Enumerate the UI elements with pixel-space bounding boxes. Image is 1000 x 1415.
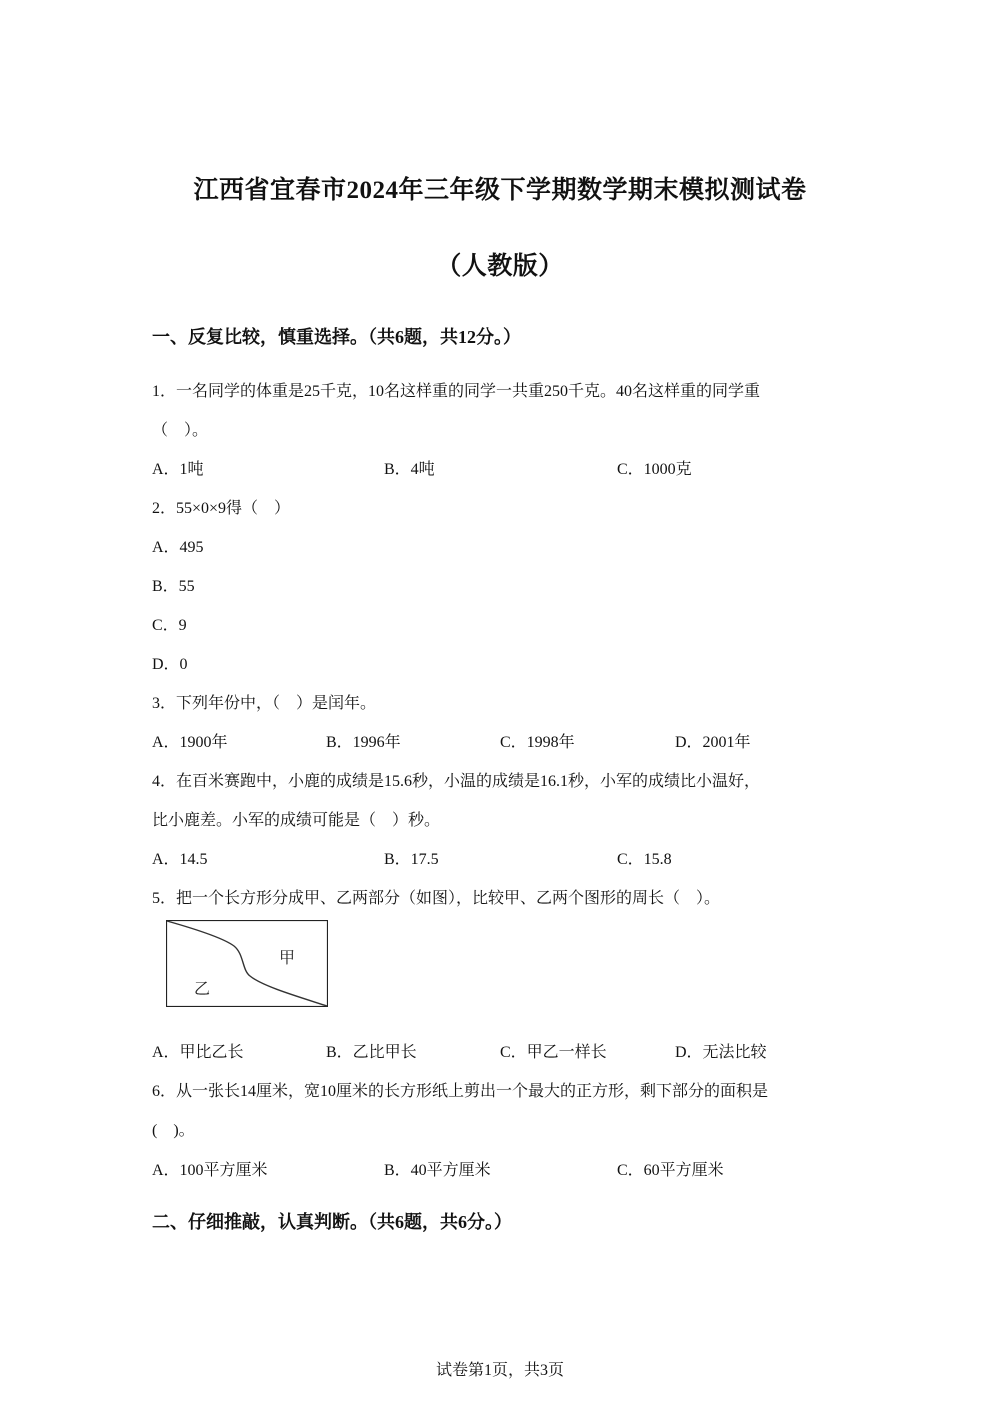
q5-option-a: A．甲比乙长 [152, 1044, 244, 1061]
exam-subtitle: （人教版） [436, 253, 564, 280]
section-2-heading: 二、仔细推敲，认真判断。（共6题，共6分。） [152, 1212, 512, 1232]
q5-rectangle-figure [166, 920, 328, 1007]
q3-option-d: D．2001年 [675, 734, 751, 751]
q2-stem: 2．55×0×9得（ ） [152, 500, 291, 517]
q5-option-c: C．甲乙一样长 [500, 1044, 607, 1061]
exam-title: 江西省宜春市2024年三年级下学期数学期末模拟测试卷 [193, 177, 807, 204]
q5-label-yi: 乙 [194, 979, 211, 998]
q6-stem-line2: ( )。 [152, 1122, 195, 1139]
section-1-heading: 一、反复比较，慎重选择。（共6题，共12分。） [152, 327, 521, 347]
q6-option-b: B．40平方厘米 [384, 1162, 491, 1179]
q5-option-b: B．乙比甲长 [326, 1044, 417, 1061]
q1-option-c: C．1000克 [617, 461, 692, 478]
q2-option-d: D．0 [152, 656, 188, 673]
q6-option-c: C．60平方厘米 [617, 1162, 724, 1179]
q5-stem: 5．把一个长方形分成甲、乙两部分（如图），比较甲、乙两个图形的周长（ ）。 [152, 890, 721, 907]
q1-stem-line1: 1．一名同学的体重是25千克，10名这样重的同学一共重250千克。40名这样重的同学重 [152, 383, 761, 400]
q1-option-b: B．4吨 [384, 461, 435, 478]
q1-option-a: A．1吨 [152, 461, 204, 478]
q3-option-b: B．1996年 [326, 734, 401, 751]
q5-rectangle-outline [167, 921, 328, 1007]
page-footer: 试卷第1页，共3页 [435, 1362, 564, 1379]
q4-option-c: C．15.8 [617, 851, 672, 868]
q5-dividing-curve [167, 921, 327, 1006]
q2-option-c: C．9 [152, 617, 187, 634]
q4-stem-line1: 4．在百米赛跑中，小鹿的成绩是15.6秒，小温的成绩是16.1秒，小军的成绩比小温好， [152, 773, 761, 790]
q5-option-d: D．无法比较 [675, 1044, 767, 1061]
q1-stem-line2: （ ）。 [152, 422, 209, 439]
q6-option-a: A．100平方厘米 [152, 1162, 268, 1179]
q3-option-a: A．1900年 [152, 734, 228, 751]
q6-stem-line1: 6．从一张长14厘米，宽10厘米的长方形纸上剪出一个最大的正方形，剩下部分的面积是 [152, 1083, 769, 1100]
q4-option-b: B．17.5 [384, 851, 439, 868]
q5-label-jia: 甲 [279, 948, 296, 967]
q5-figure-svg [166, 920, 328, 1007]
q2-option-a: A．495 [152, 539, 204, 556]
q4-option-a: A．14.5 [152, 851, 208, 868]
q3-option-c: C．1998年 [500, 734, 575, 751]
q4-stem-line2: 比小鹿差。小军的成绩可能是（ ）秒。 [152, 812, 441, 829]
q2-option-b: B．55 [152, 578, 195, 595]
q3-stem: 3．下列年份中，（ ）是闰年。 [152, 695, 377, 712]
